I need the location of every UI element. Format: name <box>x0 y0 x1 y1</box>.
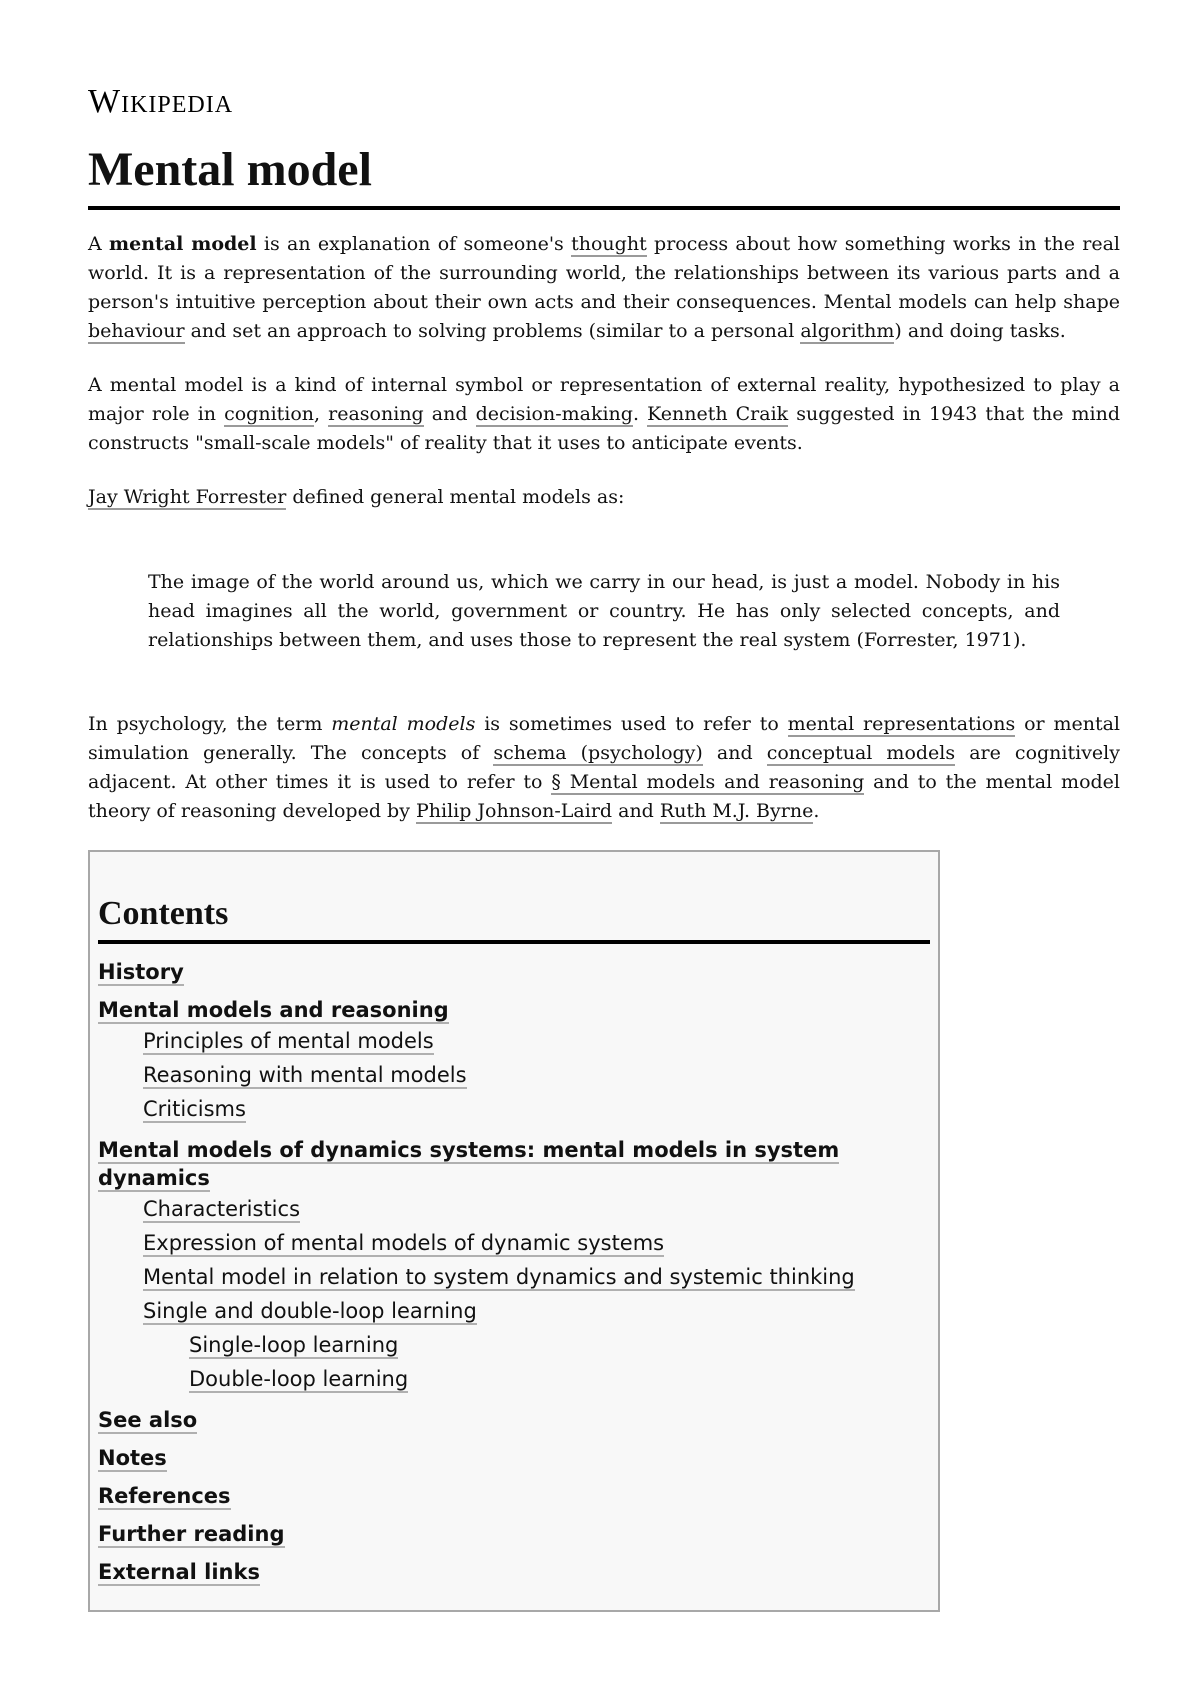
paragraph-psychology: In psychology, the term mental models is sometimes used to refer to mental representations or mental simulation generally. The concepts of schema (psychology) and conceptual models are cognitively adjacent. At other times it is used to refer to § Mental models and reasoning and to the mental model theory of reasoning developed by Philip Johnson-Laird and Ruth M.J. Byrne. <box>88 713 1120 822</box>
link-jay-wright-forrester[interactable]: Jay Wright Forrester <box>88 486 287 508</box>
link-thought[interactable]: thought <box>571 233 647 255</box>
wikipedia-logo[interactable]: Wikipedia <box>88 83 234 120</box>
link-algorithm[interactable]: algorithm <box>800 320 895 342</box>
toc-item-references[interactable]: References <box>98 1484 231 1508</box>
toc-item-single-double-loop[interactable]: Single and double-loop learning <box>143 1299 477 1323</box>
article-page <box>88 80 1120 1612</box>
page-title: Mental model <box>88 140 1120 210</box>
toc-item-single-loop[interactable]: Single-loop learning <box>189 1333 399 1357</box>
toc-item-principles[interactable]: Principles of mental models <box>143 1029 434 1053</box>
link-cognition[interactable]: cognition <box>224 403 315 425</box>
link-behaviour[interactable]: behaviour <box>88 320 185 342</box>
link-kenneth-craik[interactable]: Kenneth Craik <box>647 403 789 425</box>
intro-paragraph: A mental model is an explanation of someone's thought process about how something works in the real world. It is a representation of the surrounding world, the relationships between its various parts and a person's intuitive perception about their own acts and their consequences. Mental models can help shape behaviour and set an approach to solving problems (similar to a personal algorithm) and doing tasks. <box>88 233 1120 342</box>
paragraph-forrester: Jay Wright Forrester defined general mental models as: <box>88 486 625 508</box>
toc-item-notes[interactable]: Notes <box>98 1446 167 1470</box>
link-reasoning[interactable]: reasoning <box>328 403 424 425</box>
forrester-quote: The image of the world around us, which we carry in our head, is just a model. Nobody in his head imagines all the world, government or country. He has only selected concepts, and relationships between them, and uses those to represent the real system (Forrester, 1971). <box>148 571 1060 651</box>
toc-item-history[interactable]: History <box>98 960 184 984</box>
toc-item-system-dynamics-relation[interactable]: Mental model in relation to system dynamics and systemic thinking <box>143 1265 855 1289</box>
toc-title: Contents <box>98 892 930 944</box>
term-bold: mental model <box>109 233 257 255</box>
link-schema-psychology[interactable]: schema (psychology) <box>493 742 703 764</box>
link-conceptual-models[interactable]: conceptual models <box>766 742 956 764</box>
toc-item-characteristics[interactable]: Characteristics <box>143 1197 301 1221</box>
toc-item-criticisms[interactable]: Criticisms <box>143 1097 246 1121</box>
toc-item-reasoning-with-models[interactable]: Reasoning with mental models <box>143 1063 467 1087</box>
toc-item-further-reading[interactable]: Further reading <box>98 1522 285 1546</box>
toc-item-expression[interactable]: Expression of mental models of dynamic systems <box>143 1231 665 1255</box>
link-philip-johnson-laird[interactable]: Philip Johnson-Laird <box>415 800 613 822</box>
toc-item-external-links[interactable]: External links <box>98 1560 260 1584</box>
table-of-contents <box>88 850 940 1612</box>
toc-item-dynamics-systems[interactable]: Mental models of dynamics systems: mental models in system dynamics <box>98 1138 840 1190</box>
toc-item-see-also[interactable]: See also <box>98 1408 198 1432</box>
link-section-mental-models-reasoning[interactable]: § Mental models and reasoning <box>551 771 865 793</box>
paragraph-internal-symbol: A mental model is a kind of internal symbol or representation of external reality, hypothesized to play a major role in cognition, reasoning and decision-making. Kenneth Craik suggested in 1943 that the mind constructs "small-scale models" of reality that it uses to anticipate events. <box>88 374 1120 454</box>
toc-item-double-loop[interactable]: Double-loop learning <box>189 1367 409 1391</box>
term-italic: mental models <box>331 713 476 735</box>
link-decision-making[interactable]: decision-making <box>475 403 633 425</box>
toc-item-mental-models-and-reasoning[interactable]: Mental models and reasoning <box>98 998 449 1022</box>
link-ruth-byrne[interactable]: Ruth M.J. Byrne <box>659 800 814 822</box>
link-mental-representations[interactable]: mental representations <box>787 713 1016 735</box>
